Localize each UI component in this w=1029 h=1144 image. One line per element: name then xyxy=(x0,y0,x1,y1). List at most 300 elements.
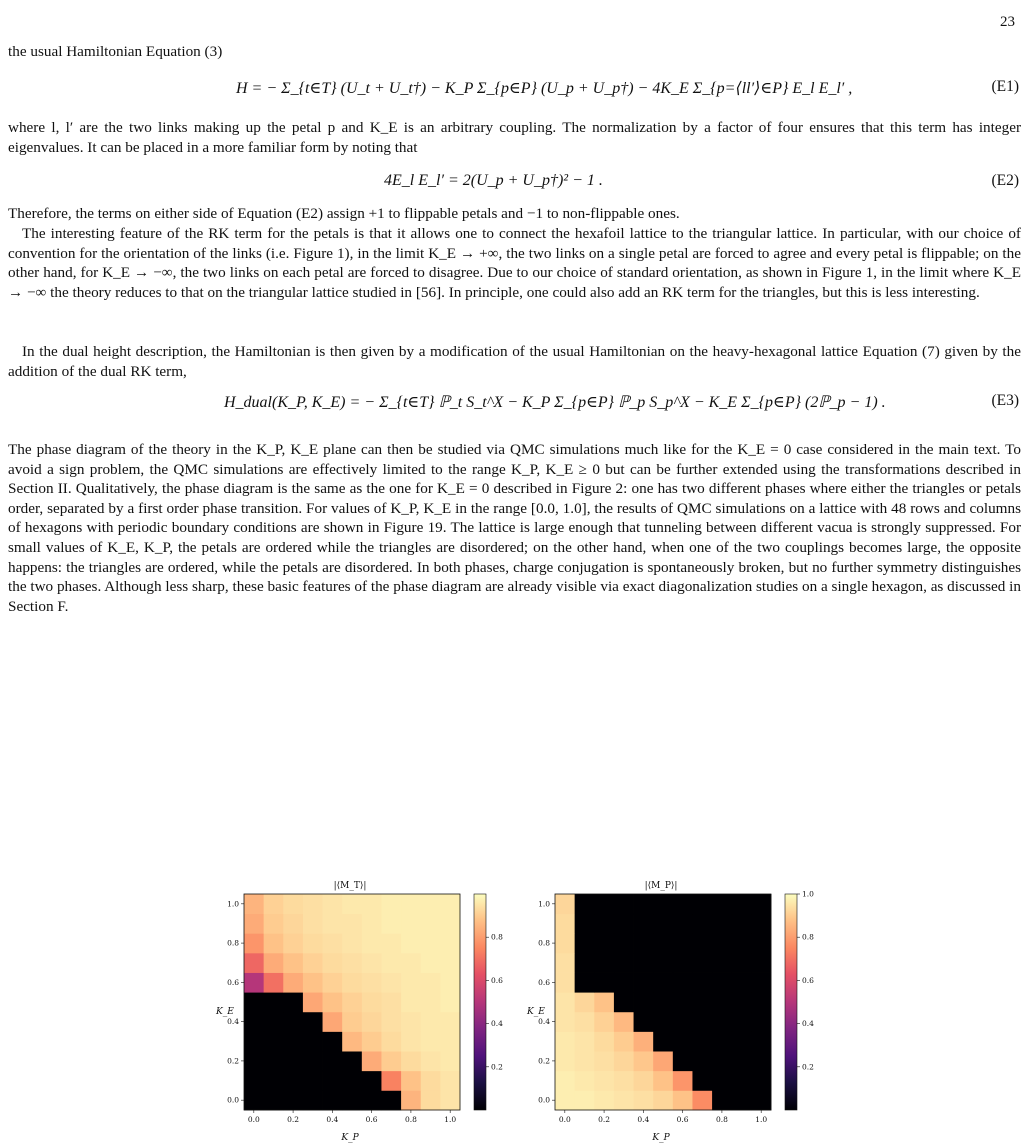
y-tick-label: 1.0 xyxy=(538,899,550,909)
y-tick-label: 0.6 xyxy=(538,977,550,987)
heatmap-cell xyxy=(594,914,614,934)
heatmap-cell xyxy=(421,992,441,1012)
heatmap-cell xyxy=(634,953,654,973)
heatmap-cell xyxy=(555,1071,575,1091)
heatmap-cell xyxy=(283,973,303,993)
heatmap-cell xyxy=(614,894,634,914)
right-ylabel: K_E xyxy=(527,1007,545,1017)
heatmap-cell xyxy=(264,1012,284,1032)
equation-e3 xyxy=(0,384,1029,424)
colorbar-tick-label: 0.4 xyxy=(491,1019,503,1029)
heatmap-cell xyxy=(653,933,673,953)
left-heatmap-panel xyxy=(215,881,503,1143)
heatmap-figure xyxy=(0,876,1029,1144)
heatmap-cell xyxy=(732,1090,752,1110)
heatmap-cell xyxy=(634,1012,654,1032)
heatmap-cell xyxy=(594,973,614,993)
heatmap-cell xyxy=(401,973,421,993)
colorbar-tick-label: 0.8 xyxy=(802,932,814,942)
heatmap-cell xyxy=(653,914,673,934)
heatmap-cell xyxy=(303,973,323,993)
heatmap-cell xyxy=(692,914,712,934)
heatmap-cell xyxy=(323,894,343,914)
heatmap-cell xyxy=(575,973,595,993)
heatmap-cell xyxy=(342,973,362,993)
heatmap-cell xyxy=(283,1031,303,1051)
heatmap-cell xyxy=(575,992,595,1012)
heatmap-cell xyxy=(283,933,303,953)
x-tick-label: 0.4 xyxy=(637,1115,650,1124)
heatmap-cell xyxy=(555,992,575,1012)
heatmap-cell xyxy=(323,933,343,953)
heatmap-cell xyxy=(342,894,362,914)
heatmap-cell xyxy=(614,1031,634,1051)
x-tick-label: 0.6 xyxy=(676,1115,689,1124)
heatmap-cell xyxy=(751,914,771,934)
y-tick-label: 0.0 xyxy=(538,1095,550,1105)
heatmap-cell xyxy=(440,1090,460,1110)
heatmap-cell xyxy=(614,1012,634,1032)
heatmap-cell xyxy=(303,1012,323,1032)
y-tick-label: 0.4 xyxy=(538,1017,550,1027)
heatmap-cell xyxy=(634,1090,654,1110)
heatmap-cell xyxy=(440,1012,460,1032)
heatmap-cell xyxy=(283,1012,303,1032)
heatmap-cell xyxy=(303,1071,323,1091)
heatmap-cell xyxy=(283,1051,303,1071)
heatmap-cell xyxy=(381,1051,401,1071)
heatmap-cell xyxy=(283,1071,303,1091)
heatmap-cell xyxy=(751,933,771,953)
heatmap-cell xyxy=(555,953,575,973)
heatmap-cell xyxy=(342,1090,362,1110)
heatmap-cell xyxy=(634,1071,654,1091)
heatmap-cell xyxy=(303,1090,323,1110)
heatmap-cell xyxy=(244,1051,264,1071)
heatmap-cell xyxy=(401,1090,421,1110)
heatmap-cell xyxy=(751,1051,771,1071)
left-ylabel: K_E xyxy=(216,1007,234,1017)
heatmap-cell xyxy=(673,933,693,953)
left-xlabel: K_P xyxy=(341,1133,359,1143)
heatmap-cell xyxy=(362,894,382,914)
phase-paragraph: The phase diagram of the theory in the K_P, K_E plane can then be studied via QMC simulations much like for the K_E = 0 case considered in the main text. To avoid a sign problem, the QMC simulations are effectively limited to the range K_P, K_E ≥ 0 but can be further extended using the transformations described in Section II. Qualitatively, the phase diagram is the same as the one for K_E = 0 described in Figure 2: one has two different phases where either the triangles or petals order, separated by a first order phase transition. For values of K_P, K_E in the range [0.0, 1.0], the results of QMC simulations on a lattice with 48 rows and columns of hexagons with periodic boundary conditions are shown in Figure 19. The lattice is large enough that tunneling between different vacua is strongly suppressed. For small values of K_E, K_P, the petals are ordered while the triangles are disordered; on the other hand, when one of the two couplings becomes large, the opposite happens: the triangles are ordered, while the petals are disordered. In both phases, charge conjugation is spontaneously broken, but no further symmetry distinguishes the two phases. Although less sharp, these basic features of the phase diagram are already visible via exact diagonalization studies on a single hexagon, as discussed in Section F. xyxy=(8,441,1021,615)
heatmap-cell xyxy=(323,914,343,934)
heatmap-cell xyxy=(440,914,460,934)
heatmap-cell xyxy=(555,894,575,914)
heatmap-cell xyxy=(303,1031,323,1051)
heatmap-cell xyxy=(283,992,303,1012)
heatmap-cell xyxy=(264,933,284,953)
heatmap-cell xyxy=(440,1031,460,1051)
heatmap-cell xyxy=(303,953,323,973)
heatmap-cell xyxy=(244,1012,264,1032)
y-tick-label: 0.4 xyxy=(227,1017,239,1027)
heatmap-cell xyxy=(732,1071,752,1091)
heatmap-cell xyxy=(362,953,382,973)
heatmap-cell xyxy=(440,894,460,914)
heatmap-cell xyxy=(401,1012,421,1032)
heatmap-cell xyxy=(401,894,421,914)
y-tick-label: 0.6 xyxy=(227,977,239,987)
right-colorbar xyxy=(785,894,797,1110)
equation-e1-number: (E1) xyxy=(991,78,1019,95)
heatmap-cell xyxy=(362,973,382,993)
heatmap-cell xyxy=(712,933,732,953)
heatmap-cell xyxy=(751,1031,771,1051)
heatmap-cell xyxy=(634,933,654,953)
heatmap-cell xyxy=(264,992,284,1012)
heatmap-cell xyxy=(575,894,595,914)
heatmap-cell xyxy=(244,894,264,914)
heatmap-cell xyxy=(653,894,673,914)
heatmap-cell xyxy=(712,1031,732,1051)
heatmap-cell xyxy=(421,1090,441,1110)
heatmap-cell xyxy=(303,914,323,934)
heatmap-cell xyxy=(751,992,771,1012)
page-number: 23 xyxy=(1000,14,1015,30)
heatmap-cell xyxy=(575,933,595,953)
therefore-paragraph: Therefore, the terms on either side of Equation (E2) assign +1 to flippable petals and −1 to non-flippable ones. xyxy=(8,205,680,222)
y-tick-label: 0.8 xyxy=(227,938,239,948)
heatmap-cell xyxy=(421,1012,441,1032)
heatmap-cell xyxy=(712,1012,732,1032)
colorbar-tick-label: 1.0 xyxy=(802,889,814,899)
heatmap-cell xyxy=(264,1031,284,1051)
heatmap-cell xyxy=(732,1051,752,1071)
left-heatmap-title: |⟨M_T⟩| xyxy=(333,881,367,891)
heatmap-cell xyxy=(421,953,441,973)
heatmap-cell xyxy=(575,914,595,934)
heatmap-cell xyxy=(673,1031,693,1051)
heatmap-cell xyxy=(653,1051,673,1071)
right-xlabel: K_P xyxy=(652,1133,670,1143)
heatmap-cell xyxy=(751,894,771,914)
heatmap-cell xyxy=(653,1090,673,1110)
heatmap-cell xyxy=(732,953,752,973)
heatmap-cell xyxy=(342,1071,362,1091)
heatmap-cell xyxy=(712,973,732,993)
heatmap-cell xyxy=(673,1012,693,1032)
colorbar-tick-label: 0.2 xyxy=(802,1062,814,1072)
heatmap-cell xyxy=(575,953,595,973)
heatmap-cell xyxy=(323,992,343,1012)
heatmap-cell xyxy=(401,1031,421,1051)
heatmap-cell xyxy=(751,953,771,973)
heatmap-cell xyxy=(575,1090,595,1110)
heatmap-cell xyxy=(692,1012,712,1032)
heatmap-cell xyxy=(440,1051,460,1071)
right-heatmap-title: |⟨M_P⟩| xyxy=(644,881,678,891)
heatmap-cell xyxy=(440,992,460,1012)
heatmap-cell xyxy=(673,973,693,993)
heatmap-cell xyxy=(673,992,693,1012)
heatmap-cell xyxy=(673,914,693,934)
heatmap-cell xyxy=(751,1012,771,1032)
equation-e3-number: (E3) xyxy=(991,392,1019,409)
heatmap-cell xyxy=(381,973,401,993)
heatmap-cell xyxy=(594,933,614,953)
x-tick-label: 0.0 xyxy=(247,1115,260,1124)
equation-e2-body: 4E_l E_l′ = 2(U_p + U_p†)² − 1 . xyxy=(384,172,603,189)
heatmap-cell xyxy=(283,894,303,914)
heatmap-cell xyxy=(244,914,264,934)
heatmap-cell xyxy=(614,933,634,953)
heatmap-cell xyxy=(594,1031,614,1051)
y-tick-label: 1.0 xyxy=(227,899,239,909)
heatmap-cell xyxy=(614,1090,634,1110)
heatmap-cell xyxy=(283,1090,303,1110)
heatmap-cell xyxy=(401,992,421,1012)
heatmap-cell xyxy=(555,914,575,934)
heatmap-cell xyxy=(342,1051,362,1071)
heatmap-cell xyxy=(594,1051,614,1071)
colorbar-tick-label: 0.6 xyxy=(491,975,503,985)
heatmap-cell xyxy=(323,1051,343,1071)
heatmap-cell xyxy=(653,973,673,993)
heatmap-cell xyxy=(634,992,654,1012)
heatmap-cell xyxy=(362,933,382,953)
heatmap-cell xyxy=(732,894,752,914)
heatmap-cell xyxy=(594,1071,614,1091)
heatmap-cell xyxy=(692,992,712,1012)
heatmap-cell xyxy=(264,894,284,914)
heatmap-cell xyxy=(283,953,303,973)
equation-e1-body: H = − Σ_{t∈T} (U_t + U_t†) − K_P Σ_{p∈P} (U_p + U_p†) − 4K_E Σ_{p=⟨ll′⟩∈P} E_l E_l′ , xyxy=(236,80,853,97)
heatmap-cell xyxy=(401,953,421,973)
colorbar-tick-label: 0.4 xyxy=(802,1019,814,1029)
x-tick-label: 0.2 xyxy=(598,1115,611,1124)
heatmap-cell xyxy=(342,914,362,934)
heatmap-cell xyxy=(575,1012,595,1032)
heatmap-cell xyxy=(342,1012,362,1032)
heatmap-cell xyxy=(673,1090,693,1110)
heatmap-cell xyxy=(264,914,284,934)
heatmap-cell xyxy=(732,933,752,953)
heatmap-cell xyxy=(381,1071,401,1091)
heatmap-cell xyxy=(381,933,401,953)
heatmap-cell xyxy=(342,992,362,1012)
heatmap-cell xyxy=(362,914,382,934)
heatmap-cell xyxy=(244,1071,264,1091)
heatmap-cell xyxy=(440,933,460,953)
heatmap-cell xyxy=(264,1071,284,1091)
colorbar-tick-label: 0.6 xyxy=(802,975,814,985)
heatmap-cell xyxy=(732,1012,752,1032)
x-tick-label: 0.0 xyxy=(558,1115,571,1124)
y-tick-label: 0.2 xyxy=(227,1056,239,1066)
heatmap-cell xyxy=(362,1051,382,1071)
heatmap-cell xyxy=(264,1051,284,1071)
heatmap-cell xyxy=(381,914,401,934)
heatmap-cell xyxy=(692,1031,712,1051)
heatmap-cell xyxy=(594,992,614,1012)
heatmap-cell xyxy=(692,1051,712,1071)
left-colorbar xyxy=(474,894,486,1110)
heatmap-cell xyxy=(244,973,264,993)
where-paragraph: where l, l′ are the two links making up the petal p and K_E is an arbitrary coupling. The normalization by a factor of four ensures that this term has integer eigenvalues. It can be placed in a more familiar form by noting that xyxy=(8,119,1021,156)
heatmap-cell xyxy=(634,894,654,914)
heatmap-cell xyxy=(692,1090,712,1110)
heatmap-cell xyxy=(634,914,654,934)
heatmap-cell xyxy=(244,1031,264,1051)
heatmap-cell xyxy=(614,973,634,993)
y-tick-label: 0.8 xyxy=(538,938,550,948)
heatmap-cell xyxy=(653,1071,673,1091)
heatmap-cell xyxy=(712,1051,732,1071)
heatmap-cell xyxy=(342,933,362,953)
heatmap-cell xyxy=(421,1051,441,1071)
heatmap-cell xyxy=(362,1071,382,1091)
heatmap-cell xyxy=(303,894,323,914)
equation-e2 xyxy=(0,164,1029,204)
heatmap-cell xyxy=(421,1031,441,1051)
heatmap-cell xyxy=(362,992,382,1012)
heatmap-cell xyxy=(673,1071,693,1091)
heatmap-cell xyxy=(323,973,343,993)
heatmap-cell xyxy=(732,914,752,934)
heatmap-cell xyxy=(555,973,575,993)
heatmap-cell xyxy=(673,894,693,914)
heatmap-cell xyxy=(732,992,752,1012)
heatmap-cell xyxy=(264,973,284,993)
colorbar-tick-label: 0.2 xyxy=(491,1062,503,1072)
heatmap-cell xyxy=(323,1012,343,1032)
heatmap-cell xyxy=(440,953,460,973)
heatmap-cell xyxy=(653,953,673,973)
x-tick-label: 0.4 xyxy=(326,1115,339,1124)
heatmap-cell xyxy=(594,1012,614,1032)
heatmap-cell xyxy=(673,953,693,973)
heatmap-cell xyxy=(594,894,614,914)
heatmap-cell xyxy=(303,1051,323,1071)
heatmap-cell xyxy=(264,1090,284,1110)
heatmap-cell xyxy=(342,1031,362,1051)
heatmap-cell xyxy=(751,973,771,993)
heatmap-cell xyxy=(653,1031,673,1051)
heatmap-cell xyxy=(692,1071,712,1091)
heatmap-cell xyxy=(634,973,654,993)
dual-paragraph: In the dual height description, the Hamiltonian is then given by a modification of the usual Hamiltonian on the heavy-hexagonal lattice Equation (7) given by the addition of the dual RK term, xyxy=(8,343,1021,380)
heatmap-cell xyxy=(401,933,421,953)
heatmap-cell xyxy=(401,1051,421,1071)
heatmap-cell xyxy=(653,1012,673,1032)
heatmap-cell xyxy=(303,933,323,953)
heatmap-cell xyxy=(421,1071,441,1091)
heatmap-cell xyxy=(381,953,401,973)
heatmap-cell xyxy=(283,914,303,934)
heatmap-cell xyxy=(614,953,634,973)
heatmap-cell xyxy=(575,1051,595,1071)
heatmap-cell xyxy=(555,1090,575,1110)
equation-e3-body: H_dual(K_P, K_E) = − Σ_{t∈T} ℙ_t S_t^X − K_P Σ_{p∈P} ℙ_p S_p^X − K_E Σ_{p∈P} (2ℙ_p − 1) . xyxy=(224,394,886,411)
heatmap-cell xyxy=(751,1071,771,1091)
heatmap-cell xyxy=(555,1012,575,1032)
x-tick-label: 1.0 xyxy=(444,1115,457,1124)
heatmap-cell xyxy=(381,992,401,1012)
heatmap-cell xyxy=(303,992,323,1012)
heatmap-cell xyxy=(732,973,752,993)
heatmap-cell xyxy=(421,894,441,914)
heatmap-cell xyxy=(692,894,712,914)
heatmap-cell xyxy=(634,1031,654,1051)
heatmap-cell xyxy=(244,953,264,973)
heatmap-cell xyxy=(244,1090,264,1110)
heatmap-cell xyxy=(614,992,634,1012)
figure-19 xyxy=(0,876,1029,1144)
interesting-paragraph: The interesting feature of the RK term for the petals is that it allows one to connect the hexafoil lattice to the triangular lattice. In particular, with our choice of convention for the orientation of the links (i.e. Figure 1), in the limit K_E → +∞, the two links on a single petal are forced to agree and every petal is flippable; on the other hand, for K_E → −∞, the two links on each petal are forced to disagree. Due to our choice of standard orientation, as shown in Figure 1, in the limit where K_E → −∞ the theory reduces to that on the triangular lattice studied in [56]. In principle, one could also add an RK term for the triangles, but this is less interesting. xyxy=(8,225,1021,301)
heatmap-cell xyxy=(381,1090,401,1110)
heatmap-cell xyxy=(440,1071,460,1091)
heatmap-cell xyxy=(421,973,441,993)
heatmap-cell xyxy=(712,894,732,914)
heatmap-cell xyxy=(421,914,441,934)
y-tick-label: 0.2 xyxy=(538,1056,550,1066)
heatmap-cell xyxy=(712,992,732,1012)
heatmap-cell xyxy=(381,1012,401,1032)
x-tick-label: 0.2 xyxy=(287,1115,300,1124)
heatmap-cell xyxy=(594,953,614,973)
heatmap-cell xyxy=(401,1071,421,1091)
heatmap-cell xyxy=(712,914,732,934)
x-tick-label: 0.8 xyxy=(404,1115,417,1124)
heatmap-cell xyxy=(244,992,264,1012)
heatmap-cell xyxy=(323,1031,343,1051)
heatmap-cell xyxy=(692,953,712,973)
x-tick-label: 0.6 xyxy=(365,1115,378,1124)
heatmap-cell xyxy=(712,953,732,973)
heatmap-cell xyxy=(614,914,634,934)
equation-e2-number: (E2) xyxy=(991,172,1019,189)
heatmap-cell xyxy=(634,1051,654,1071)
intro-paragraph: the usual Hamiltonian Equation (3) xyxy=(8,43,223,60)
heatmap-cell xyxy=(555,933,575,953)
heatmap-cell xyxy=(653,992,673,1012)
heatmap-cell xyxy=(401,914,421,934)
heatmap-cell xyxy=(323,1090,343,1110)
heatmap-cell xyxy=(381,894,401,914)
heatmap-cell xyxy=(362,1090,382,1110)
heatmap-cell xyxy=(594,1090,614,1110)
heatmap-cell xyxy=(614,1071,634,1091)
heatmap-cell xyxy=(342,953,362,973)
heatmap-cell xyxy=(575,1031,595,1051)
heatmap-cell xyxy=(323,953,343,973)
heatmap-cell xyxy=(712,1071,732,1091)
heatmap-cell xyxy=(244,933,264,953)
heatmap-cell xyxy=(614,1051,634,1071)
x-tick-label: 1.0 xyxy=(755,1115,768,1124)
heatmap-cell xyxy=(712,1090,732,1110)
colorbar-tick-label: 0.8 xyxy=(491,932,503,942)
heatmap-cell xyxy=(440,973,460,993)
heatmap-cell xyxy=(264,953,284,973)
heatmap-cell xyxy=(732,1031,752,1051)
heatmap-cell xyxy=(362,1031,382,1051)
heatmap-cell xyxy=(421,933,441,953)
heatmap-cell xyxy=(381,1031,401,1051)
heatmap-cell xyxy=(751,1090,771,1110)
heatmap-cell xyxy=(692,973,712,993)
heatmap-cell xyxy=(575,1071,595,1091)
heatmap-cell xyxy=(555,1031,575,1051)
y-tick-label: 0.0 xyxy=(227,1095,239,1105)
heatmap-cell xyxy=(673,1051,693,1071)
right-heatmap-panel xyxy=(526,881,814,1143)
heatmap-cell xyxy=(362,1012,382,1032)
heatmap-cell xyxy=(323,1071,343,1091)
equation-e1 xyxy=(0,70,1029,110)
